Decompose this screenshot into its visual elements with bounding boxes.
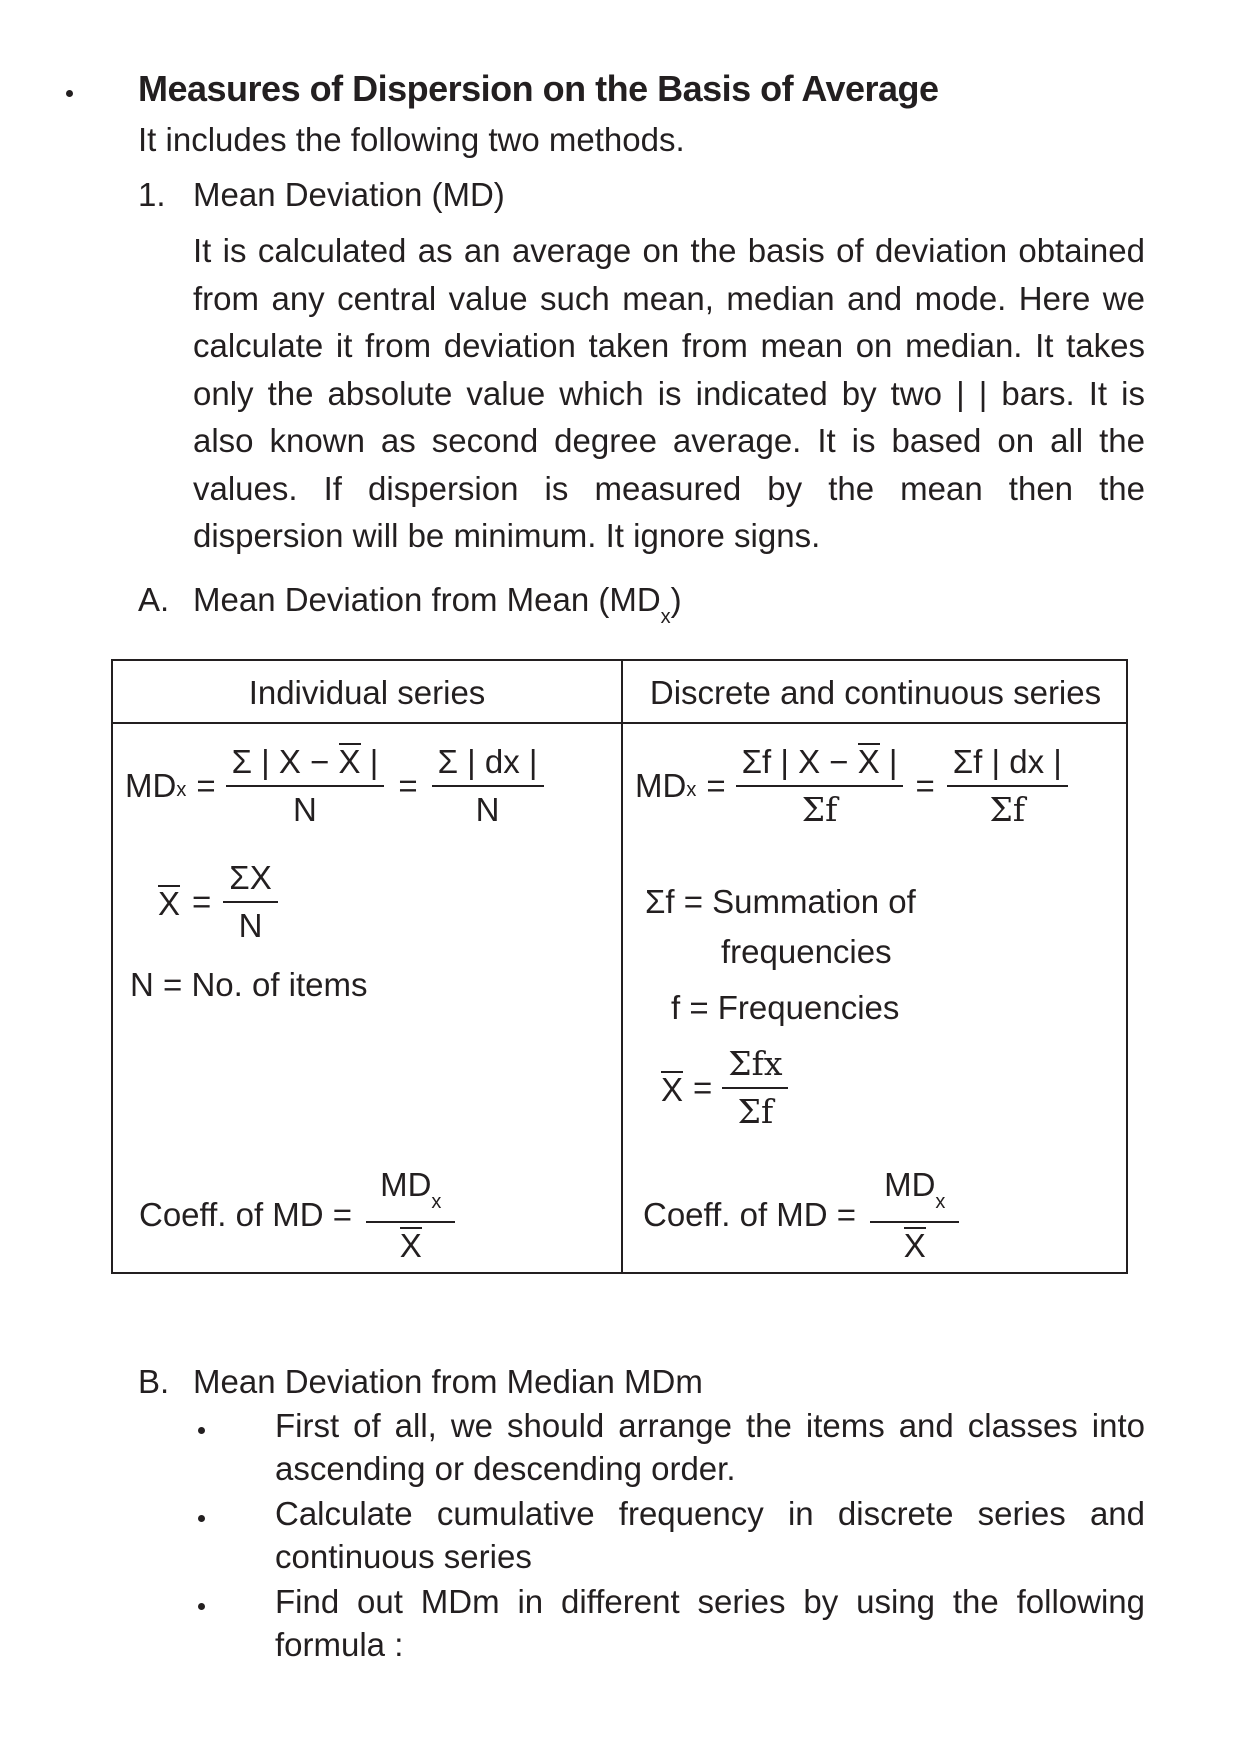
right-eq-1: =	[706, 767, 726, 804]
method-paragraph	[193, 227, 1145, 560]
right-mean-lhs: X	[661, 1071, 684, 1108]
left-mean-formula	[158, 859, 278, 945]
right-coeff-num	[870, 1166, 959, 1223]
left-f1-num-xbar: X	[338, 743, 361, 780]
left-mean-num: ΣX	[223, 859, 277, 903]
right-md-sub: x	[686, 778, 697, 801]
list-item-text: First of all, we should arrange the items and classes into ascending or descending order.	[275, 1407, 1145, 1487]
method-paragraph-text: It is calculated as an average on the basis of deviation obtained from any central value such mean, median and mode. Here we calculate it from deviation taken from mean on median. It takes only the absolute value which is indicated by two | | bars. It is also known as second degree average. It is based on all the values. If dispersion is measured by the mean then the dispersion will be minimum. It ignore signs.	[193, 232, 1145, 554]
left-fraction-2	[432, 743, 544, 829]
left-fraction-1	[226, 743, 385, 829]
left-coeff-num	[366, 1166, 455, 1223]
right-f2-num: Σf | dx |	[947, 743, 1068, 787]
section-heading: Measures of Dispersion on the Basis of Average	[138, 68, 939, 109]
right-mean-fraction	[722, 1045, 788, 1131]
right-fraction-2	[947, 743, 1068, 829]
left-f2-num: Σ | dx |	[432, 743, 544, 787]
header-discrete: Discrete and continuous series	[649, 674, 1102, 711]
list-item	[275, 1404, 1145, 1490]
right-coeff-num-sub: x	[935, 1190, 946, 1213]
list-item-text: Calculate cumulative frequency in discrete series and continuous series	[275, 1495, 1145, 1575]
list-item-text: Find out MDm in different series by using the following formula :	[275, 1583, 1145, 1663]
left-coeff-num-sub: x	[431, 1190, 442, 1213]
left-mean-eq: =	[192, 883, 212, 920]
list-bullet-3	[198, 1603, 205, 1610]
left-f2-den: N	[475, 791, 500, 828]
sub-a-letter: A.	[138, 581, 170, 618]
right-f2-den: Σf	[989, 790, 1026, 829]
left-mean-den: N	[238, 907, 263, 944]
table-header-divider	[113, 722, 1126, 724]
right-coeff-label: Coeff. of MD =	[643, 1196, 857, 1234]
right-f1-num-b: |	[879, 743, 898, 780]
table-column-divider	[621, 661, 623, 1272]
sub-b-letter: B.	[138, 1363, 170, 1400]
left-md-sub: x	[176, 778, 187, 801]
sub-a-title	[193, 581, 682, 628]
right-f1-num	[736, 743, 904, 787]
left-coeff-formula	[139, 1166, 455, 1265]
left-coeff-fraction	[366, 1166, 455, 1265]
right-f1-den: Σf	[801, 790, 838, 829]
right-coeff-formula	[643, 1166, 959, 1265]
right-eq-2: =	[915, 767, 935, 804]
left-md-formula	[125, 743, 544, 829]
section-intro: It includes the following two methods.	[138, 121, 685, 158]
sub-a-title-text: Mean Deviation from Mean (MD	[193, 581, 661, 618]
right-coeff-den-xbar: X	[903, 1226, 926, 1264]
left-f1-den: N	[293, 791, 317, 828]
left-eq-1: =	[196, 767, 216, 804]
sub-b-title: Mean Deviation from Median MDm	[193, 1363, 703, 1400]
right-f1-num-xbar: X	[857, 743, 880, 780]
right-md-formula	[635, 743, 1068, 829]
right-sum-definition-cont: frequencies	[721, 933, 892, 970]
header-individual: Individual series	[248, 674, 486, 711]
left-coeff-label: Coeff. of MD =	[139, 1196, 353, 1234]
right-mean-eq: =	[693, 1069, 713, 1106]
right-mean-den: Σf	[737, 1092, 774, 1131]
left-f1-num-a: Σ | X −	[231, 743, 339, 780]
left-mean-fraction	[223, 859, 277, 945]
left-coeff-den	[394, 1223, 428, 1265]
right-coeff-num-label: MD	[884, 1166, 936, 1203]
left-md-label: MD	[125, 767, 177, 804]
right-f1-num-a: Σf | X −	[741, 743, 858, 780]
method-title: Mean Deviation (MD)	[193, 176, 505, 213]
formula-table	[111, 659, 1128, 1274]
right-fraction-1	[736, 743, 904, 829]
left-f1-num	[226, 743, 385, 787]
sub-a-title-close: )	[670, 581, 682, 618]
right-mean-num: Σfx	[722, 1045, 788, 1089]
right-mean-formula	[661, 1045, 788, 1131]
left-n-definition: N = No. of items	[130, 966, 368, 1003]
list-item	[275, 1580, 1145, 1666]
sub-a-title-sub: x	[660, 605, 671, 628]
right-sum-definition: Σf = Summation of	[645, 883, 916, 920]
right-coeff-den	[898, 1223, 932, 1265]
left-eq-2: =	[398, 767, 418, 804]
left-coeff-num-label: MD	[380, 1166, 432, 1203]
list-bullet-1	[198, 1427, 205, 1434]
right-md-label: MD	[635, 767, 687, 804]
method-number: 1.	[138, 176, 166, 213]
section-bullet	[66, 90, 73, 97]
left-f1-num-b: |	[360, 743, 379, 780]
right-f-definition: f = Frequencies	[671, 989, 900, 1026]
list-item	[275, 1492, 1145, 1578]
left-coeff-den-xbar: X	[399, 1226, 422, 1264]
left-mean-lhs: X	[158, 885, 181, 922]
right-coeff-fraction	[870, 1166, 959, 1265]
list-bullet-2	[198, 1515, 205, 1522]
